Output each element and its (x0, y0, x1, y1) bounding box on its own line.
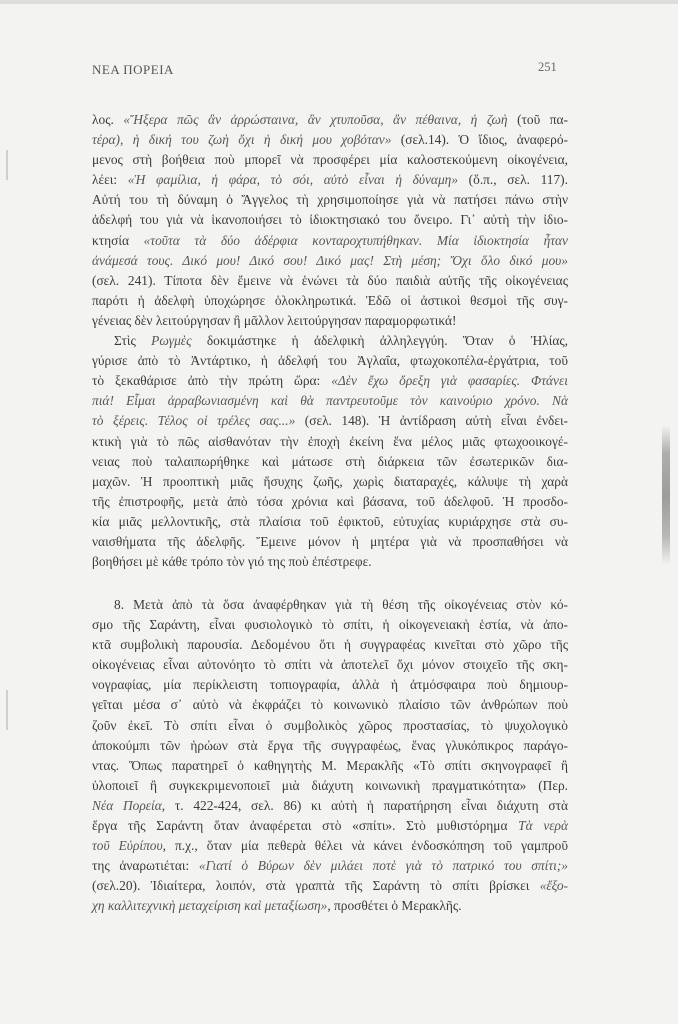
text-line (92, 190, 568, 210)
scan-mark (662, 425, 670, 565)
text-line (92, 311, 568, 331)
italic-quote-text: «ἔξο- (539, 878, 568, 894)
body-text: κία μιᾶς μελλοντικῆς, στὰ πλαίσια τοῦ ἐφικτοῦ, εὐτυχίας κυριάρχησε στὰ συ- (92, 513, 568, 529)
body-text: γεῖται μέσα σ᾿ αὐτὸ νὰ ἐκφράζει τὸ κοινωνικὸ πλαίσιο τῶν ἀνθρώπων ποὺ (92, 697, 568, 713)
text-line (92, 856, 568, 876)
running-title: ΝΕΑ ΠΟΡΕΙΑ (92, 62, 174, 77)
body-text: της ἀναρωτιέται: (92, 858, 199, 874)
text-line (92, 896, 568, 916)
text-line (92, 251, 568, 271)
scan-mark (6, 690, 8, 730)
text-line (92, 595, 568, 615)
italic-quote-text: «Δὲν ἔχω ὄρεξη γιὰ φασαρίες. Φτάνει (331, 373, 568, 389)
body-text: ἀδελφή του γιὰ νὰ ἱκανοποιήσει τὸ ἰδιοκτησιακό του ὄνειρο. Γι᾿ αὐτὴ τὴν ἰδιο- (92, 212, 568, 228)
body-text: (σελ. 148). Ἡ ἀντίδραση αὐτὴ εἶναι ἐνδει- (295, 413, 569, 429)
text-line (92, 615, 568, 635)
body-text: ντας. Ὅπως παρατηρεῖ ὁ καθηγητὴς Μ. Μερακλῆς «Τὸ σπίτι σκηνογραφεῖ ἢ (92, 757, 568, 773)
text-line (92, 432, 568, 452)
scan-mark (6, 150, 8, 180)
text-line (92, 371, 568, 391)
scan-edge (0, 0, 678, 4)
text-line (92, 532, 568, 552)
body-text: βοηθήσει μὲ κάθε τρόπο τὸν γιό της ποὺ ἐπέστρεφε. (92, 554, 372, 570)
paragraph (92, 110, 568, 572)
italic-quote-text: τέρα), ἡ δική του ζωὴ ὄχι ἡ δική μου χοβόταν» (92, 132, 392, 148)
body-text: (σελ. 241). Τίποτα δὲν ἔμεινε νὰ ἑνώνει τὰ δύο παιδιὰ αὐτῆς τῆς οἰκογένειας (92, 272, 568, 288)
body-text: νογραφίας, μία περίκλειστη τοπιογραφία, ἀλλὰ ἡ ἀτμόσφαιρα ποὺ δημιουρ- (92, 677, 568, 693)
body-text: δοκιμάστηκε ἡ ἀδελφικὴ ἀλληλεγγύη. Ὅταν ὁ Ἠλίας, (191, 333, 568, 349)
body-text: κτησία (92, 232, 144, 248)
text-line (92, 472, 568, 492)
body-text: ναισθήματα τῆς ἀδελφῆς. Ἔμεινε μόνον ἡ μητέρα γιὰ νὰ προσπαθήσει νὰ (92, 533, 568, 549)
text-line (92, 130, 568, 150)
text-line (92, 836, 568, 856)
text-line (92, 796, 568, 816)
text-line (92, 452, 568, 472)
text-line (92, 655, 568, 675)
text-line (92, 635, 568, 655)
body-text: Αὐτή του τὴ δύναμη ὁ Ἄγγελος τὴ χρησιμοποίησε γιὰ νὰ πατήσει πάνω στὴν (92, 192, 568, 208)
text-line (92, 675, 568, 695)
body-text: παρότι ἡ ἀδελφὴ ὑποχώρησε ὁλοκληρωτικά. Ἐδῶ οἱ ἀστικοὶ θεσμοὶ τῆς συγ- (92, 292, 568, 308)
text-line (92, 716, 568, 736)
italic-quote-text: ἀνάμεσά τους. Δικό μου! Δικό σου! Δικό μας! Στὴ μέση; Ὄχι ὅλο δικό μου» (92, 252, 568, 268)
italic-quote-text: τοῦ Εὐρίπου (92, 838, 163, 854)
body-text: (ὅ.π., σελ. 117). (458, 172, 568, 188)
text-line (92, 816, 568, 836)
italic-quote-text: «Ἤξερα πῶς ἂν ἀρρώσταινα, ἂν χτυποῦσα, ἂν πέθαινα, ἡ ζωὴ (123, 112, 508, 127)
body-text: ἔργα τῆς Σαράντη ὅταν ἀναφέρεται στὸ «σπίτι». Στὸ μυθιστόρημα (92, 818, 519, 834)
body-text: 8. Μετὰ ἀπὸ τὰ ὅσα ἀναφέρθηκαν γιὰ τὴ θέση τῆς οἰκογένειας στὸν κό- (114, 597, 568, 612)
body-text: γύρισε ἀπὸ τὸ Ἀντάρτικο, ἡ ἀδελφή του Ἀγλαΐα, φτωχοκοπέλα-ἐργάτρια, τοῦ (92, 353, 568, 369)
body-text: νειας ποὺ ταλαιπωρήθηκε καὶ μάτωσε στὴ διάρκεια τῶν ἐσωτερικῶν δια- (92, 453, 568, 469)
body-text: Στὶς (114, 333, 152, 349)
text-line (92, 736, 568, 756)
text-line (92, 210, 568, 230)
body-text: μαχῶν. Ἡ προοπτικὴ μιᾶς ἥσυχης ζωῆς, χωρὶς διαταραχές, κάλυψε τὴ χαρὰ (92, 473, 568, 489)
body-text: , π.χ., ὅταν μία πεθερὰ θέλει νὰ κάνει ἐνδοσκόπηση τοῦ γαμπροῦ (162, 838, 568, 854)
text-line (92, 512, 568, 532)
text-line (92, 756, 568, 776)
paragraph (92, 595, 568, 917)
text-line (92, 150, 568, 170)
italic-quote-text: χη καλλιτεχνικὴ μεταχείριση καὶ μεταξίωση» (92, 898, 328, 914)
body-text: , τ. 422-424, σελ. 86) κι αὐτὴ ἡ παρατήρηση εἶναι διάχυτη στὰ (161, 797, 568, 813)
italic-quote-text: «τοῦτα τὰ δύο ἀδέρφια κονταροχτυπήθηκαν. Μία ἰδιοκτησία ἦταν (143, 232, 568, 248)
body-text: οἰκογένειας εἶναι αὐτονόητο τὸ σπίτι νὰ ἀποτελεῖ ὄχι μόνον στοιχεῖο τῆς σκη- (92, 657, 568, 673)
body-text: (σελ.14). Ὁ ἴδιος, ἀναφερό- (391, 132, 568, 148)
text-line (92, 695, 568, 715)
body-text: τὸ ξεκαθάρισε ἀπὸ τὴν πρώτη ὥρα: (92, 373, 332, 389)
text-line (92, 331, 568, 351)
body-text: κτικὴ γιὰ τὸ πῶς αἰσθανόταν τὴν ἐποχὴ ἐκείνη ἕνα μέλος μιᾶς φτωχοοικογέ- (92, 433, 568, 449)
text-line (92, 271, 568, 291)
body-text: κτᾶ συμβολικὴ παρουσία. Δεδομένου ὅτι ἡ συγγραφέας κινεῖται στὸ χῶρο τῆς (92, 637, 568, 653)
text-line (92, 391, 568, 411)
page-number: 251 (538, 60, 557, 74)
text-line (92, 291, 568, 311)
body-text: τῆς ἐπιστροφῆς, μετὰ ἀπὸ τόσα χρόνια καὶ βάσανα, τοῦ ἀδελφοῦ. Ἡ προσδο- (92, 493, 568, 509)
italic-quote-text: Τὰ νερὰ (518, 818, 568, 834)
text-line (92, 110, 568, 130)
text-line (92, 170, 568, 190)
text-line (92, 351, 568, 371)
body-text: μενος στὴ βοήθεια ποὺ μπορεῖ νὰ προσφέρει μία καλοστεκούμενη οἰκογένεια, (92, 152, 568, 168)
italic-quote-text: «Ἡ φαμίλια, ἡ φάρα, τὸ σόι, αὐτὸ εἶναι ἡ δύναμη» (127, 172, 459, 188)
body-text: ἀποκούμπι τῶν ἡρώων στὰ ἔργα τῆς συγγραφέως, ἕνας γλυκόπικρος παράγο- (92, 737, 568, 753)
body-text: ὑλοποιεῖ ἢ συγκεκριμενοποιεῖ μιὰ διάχυτη κοινωνικὴ πραγματικότητα» (Περ. (92, 777, 568, 793)
body-text: (τοῦ πα- (507, 112, 568, 127)
text-line (92, 492, 568, 512)
body-text: λος. (92, 112, 124, 127)
body-text: γένειας δὲν λειτούργησαν ἢ μᾶλλον λειτούργησαν παραμορφωτικά! (92, 312, 457, 328)
italic-quote-text: Ρωγμὲς (151, 333, 192, 349)
body-text: ζοῦν ἐκεῖ. Τὸ σπίτι εἶναι ὁ συμβολικὸς χῶρος προστασίας, τὸ ψυχολογικὸ (92, 717, 568, 733)
italic-quote-text: πιά! Εἶμαι ἀρραβωνιασμένη καὶ θὰ παντρευτοῦμε τὸν καινούριο χρόνο. Νὰ (92, 393, 568, 409)
body-text: λέει: (92, 172, 128, 188)
text-line (92, 411, 568, 431)
text-line (92, 876, 568, 896)
body-text: σμο τῆς Σαράντη, εἶναι φυσιολογικὸ τὸ σπίτι, ἡ οἰκογενειακὴ ἑστία, νὰ ἀπο- (92, 617, 568, 633)
italic-quote-text: τὸ ξέρεις. Τέλος οἱ τρέλες σας...» (92, 413, 296, 429)
italic-quote-text: «Γιατί ὁ Βύρων δὲν μιλάει ποτὲ γιὰ τὸ πατρικό του σπίτι;» (198, 858, 568, 874)
italic-quote-text: Νέα Πορεία (92, 797, 162, 813)
text-line (92, 552, 568, 572)
text-line (92, 231, 568, 251)
body-text: (σελ.20). Ἰδιαίτερα, λοιπόν, στὰ γραπτὰ τῆς Σαράντη τὸ σπίτι βρίσκει (92, 878, 540, 894)
body-text: , προσθέτει ὁ Μερακλῆς. (327, 898, 462, 914)
text-line (92, 776, 568, 796)
